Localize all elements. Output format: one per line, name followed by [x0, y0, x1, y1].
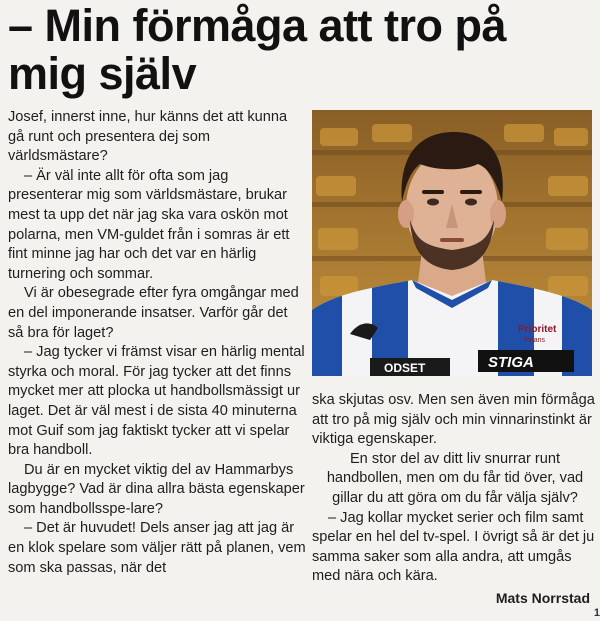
sponsor-prioritet-sub: Finans	[524, 337, 546, 344]
sponsor-prioritet: Prioritet	[518, 324, 557, 335]
answer-4: – Jag kollar mycket serier och film samt spelar en hel del tv-spel. I övrigt så är det ju samma saker som alla andra, att umgås med nära och kära.	[312, 509, 595, 585]
headline-line-1: – Min förmåga att tro på	[8, 0, 507, 51]
question-3: Du är en mycket viktig del av Hammarbys lagbygge? Vad är dina allra bästa egenskaper som handbollsspe-lare?	[8, 461, 305, 517]
answer-3-end: ska skjutas osv. Men sen även min förmåga att tro på mig själv och min vinnarinstinkt är viktiga egenskaper.	[312, 392, 595, 448]
sponsor-stiga: STIGA	[488, 354, 534, 371]
byline: Mats Norrstad	[495, 589, 590, 606]
answer-3-start: – Det är huvudet! Dels anser jag att jag är en klok spelare som väljer rätt på planen, vem som ska passas, när det	[8, 520, 306, 576]
answer-2: – Jag tycker vi främst visar en härlig mental styrka och moral. För jag tycker att det finns mycket mer att plocka ut handbollsmässigt ur laget. Det är väl mest i de sista 40 minuterna mot Guif som jag faktiskt tycker att vi spelar bra handboll.	[8, 344, 305, 459]
page-number: 1	[593, 607, 600, 619]
question-1: Josef, innerst inne, hur känns det att kunna gå runt och presentera dej som världsmästare?	[8, 109, 288, 165]
headline	[8, 2, 594, 98]
answer-1: – Är väl inte allt för ofta som jag presenterar mig som världsmästare, brukar mest ta upp det när jag ska vara oskön mot polarna, men VM-guldet från i somras är ett fint minne jag har och det var en härlig turnering och sommar.	[8, 167, 290, 282]
question-4: En stor del av ditt liv snurrar runt handbollen, men om du får tid över, vad gillar du att göra om du får välja själv?	[326, 450, 584, 506]
article-right-column	[312, 391, 598, 609]
player-photo	[312, 110, 592, 376]
question-2: Vi är obesegrade efter fyra omgångar med en del imponerande insatser. Varför går det så bra för laget?	[8, 285, 299, 341]
sponsor-odset: ODSET	[384, 361, 426, 375]
headline-line-2: mig själv	[8, 48, 197, 99]
article-left-column	[8, 108, 306, 578]
